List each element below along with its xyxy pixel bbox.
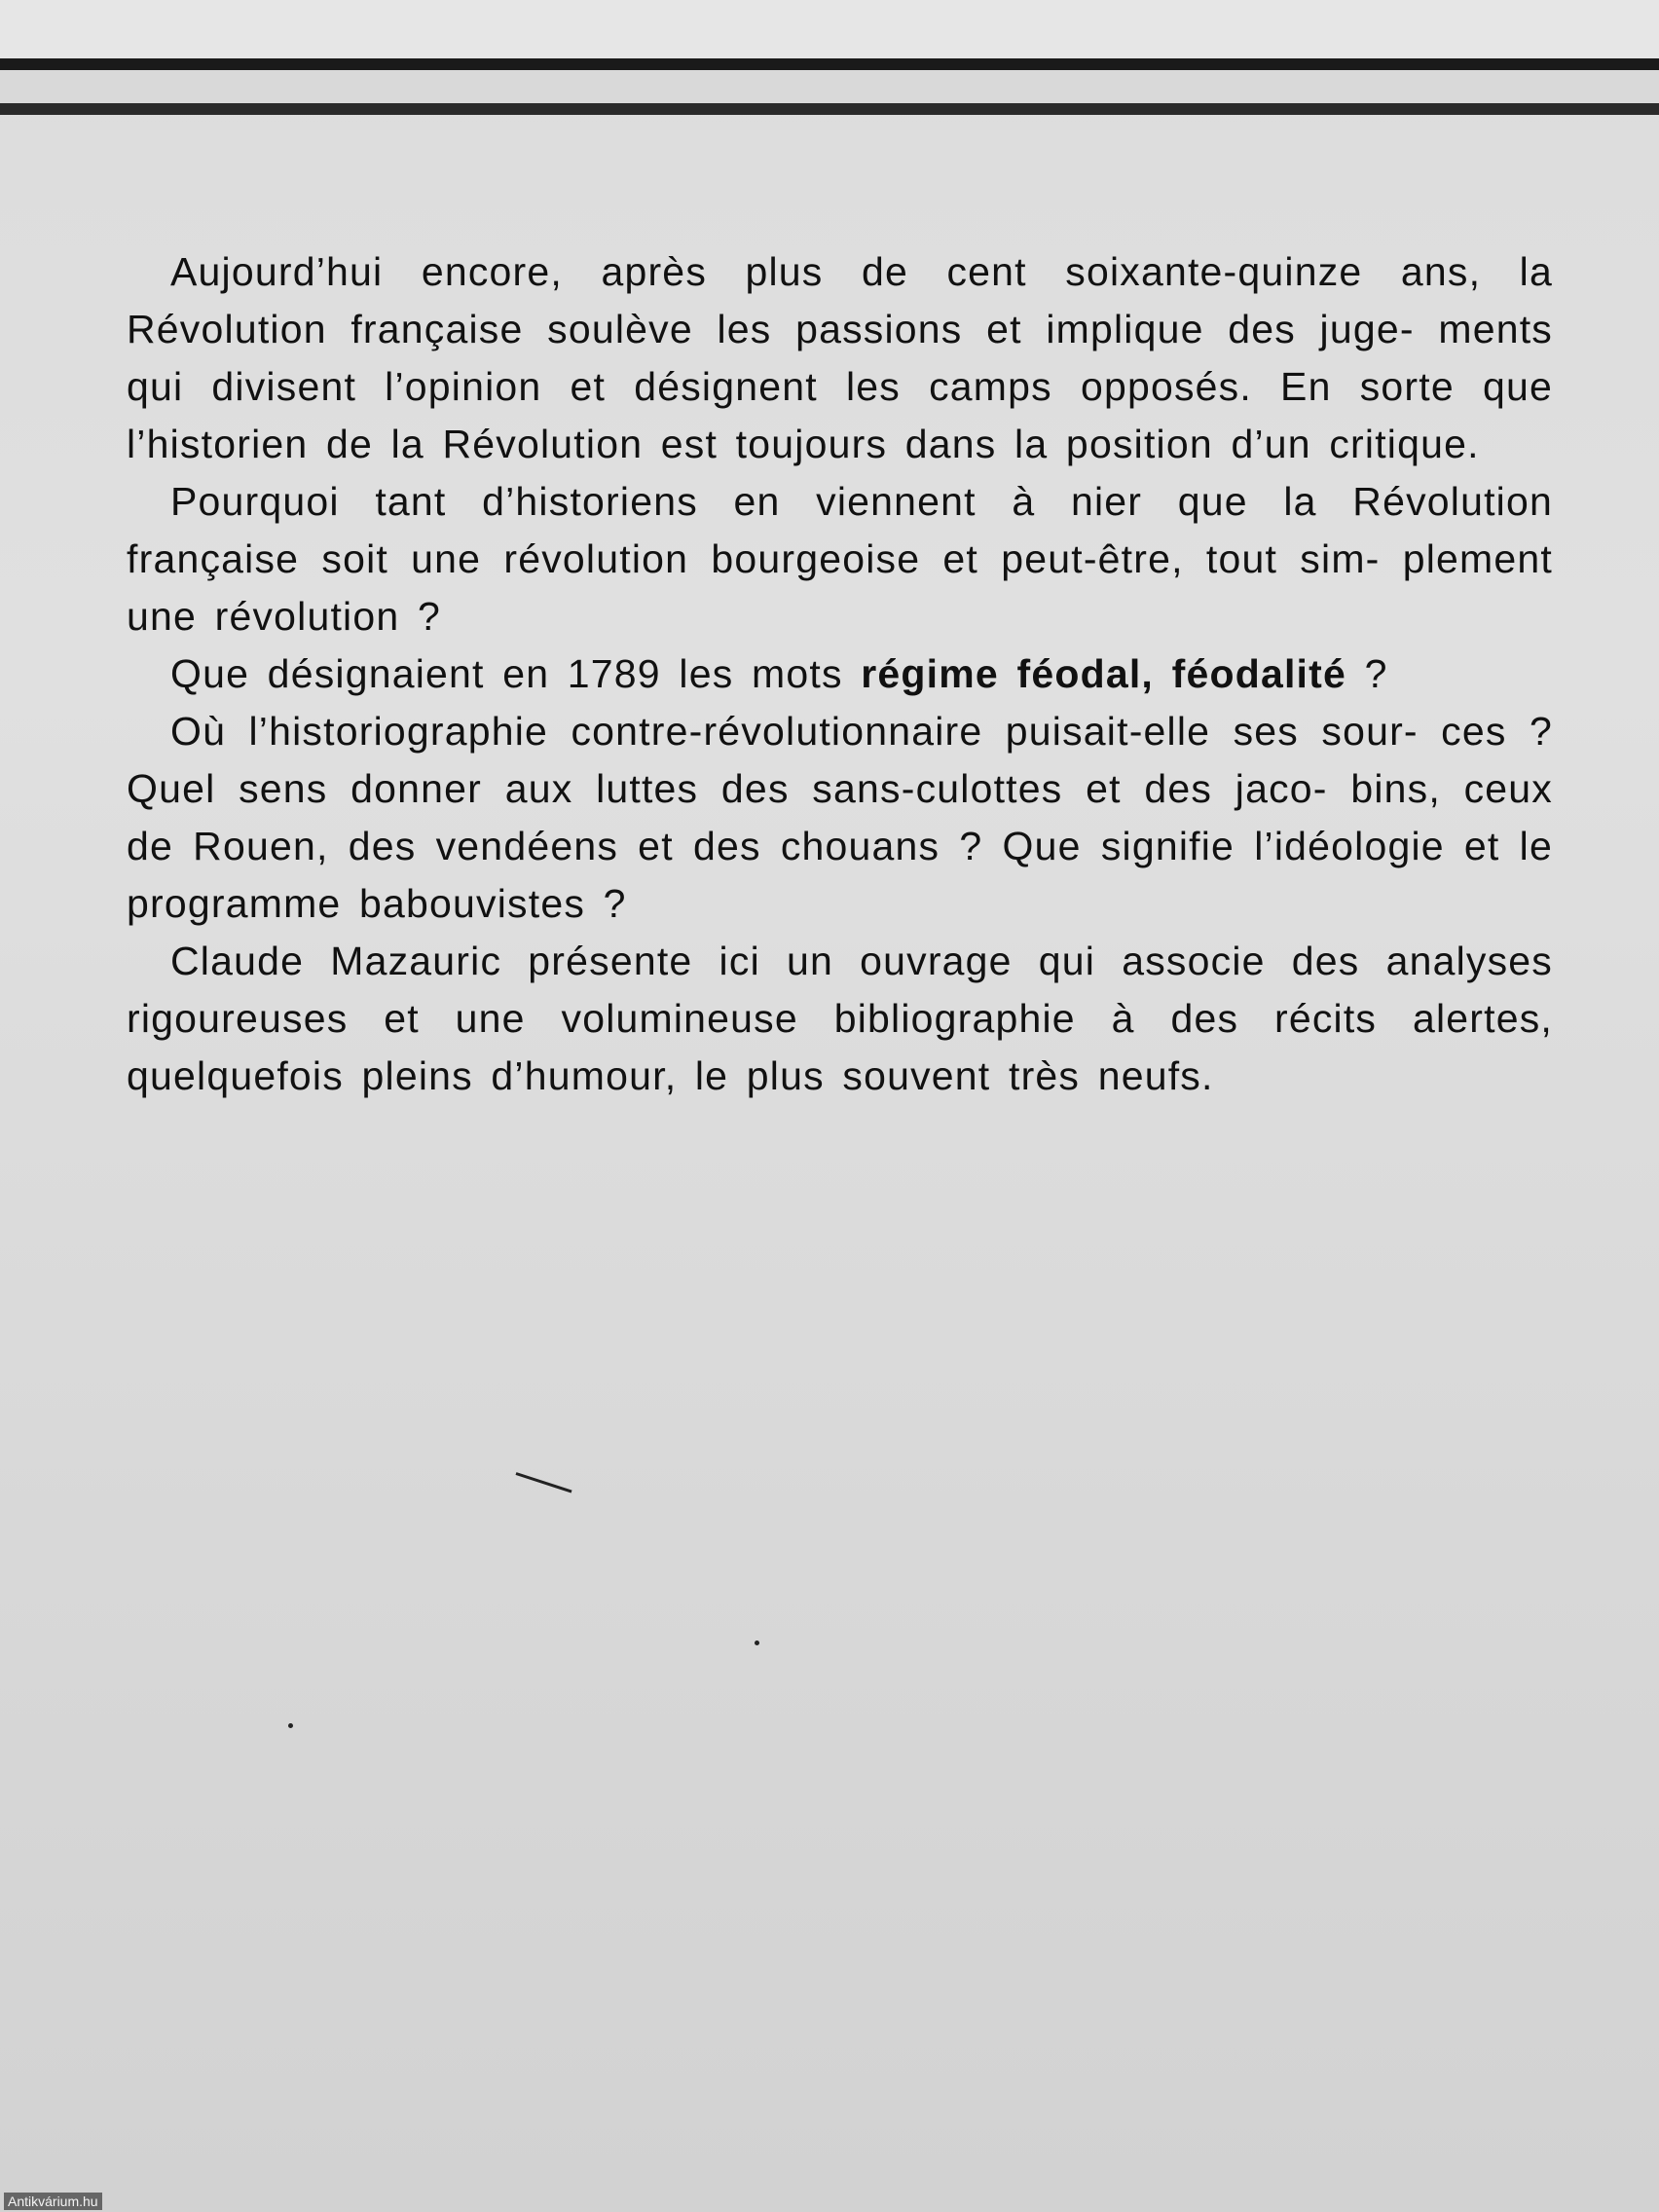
speck-2 <box>288 1723 293 1728</box>
paragraph-3-before: Que désignaient en 1789 les mots <box>170 651 862 696</box>
pencil-stroke-mark <box>516 1472 572 1493</box>
paragraph-1: Aujourd’hui encore, après plus de cent soixante-quinze ans, la Révolution française soulève les passions et implique des juge- ments qui divisent l’opinion et désignent les camps opposés. En sorte que l’historien de la Révolution est toujours dans la position d’un critique. <box>127 249 1553 466</box>
watermark: Antikvárium.hu <box>4 2193 102 2210</box>
rule-gap <box>0 70 1659 103</box>
speck-1 <box>755 1641 759 1645</box>
paragraph-3-bold: régime féodal, féodalité <box>861 651 1346 696</box>
top-rule-2 <box>0 103 1659 115</box>
paragraph-2: Pourquoi tant d’historiens en viennent à nier que la Révolution française soit une révolution bourgeoise et peut-être, tout sim- plement une révolution ? <box>127 479 1553 639</box>
paragraph-5: Claude Mazauric présente ici un ouvrage qui associe des analyses rigoureuses et une volumineuse bibliographie à des récits alertes, quelquefois pleins d’humour, le plus souvent très neufs. <box>127 939 1553 1098</box>
paragraph-4: Où l’historiographie contre-révolutionnaire puisait-elle ses sour- ces ? Quel sens donner aux luttes des sans-culottes et des jaco- bins, ceux de Rouen, des vendéens et des chouans ? Que signifie l’idéologie et le programme babouvistes ? <box>127 709 1553 926</box>
top-rule-1 <box>0 58 1659 70</box>
paragraph-3 <box>127 645 1553 703</box>
back-cover-text <box>127 243 1553 1105</box>
page-top-edge <box>0 0 1659 58</box>
paragraph-3-after: ? <box>1346 651 1388 696</box>
